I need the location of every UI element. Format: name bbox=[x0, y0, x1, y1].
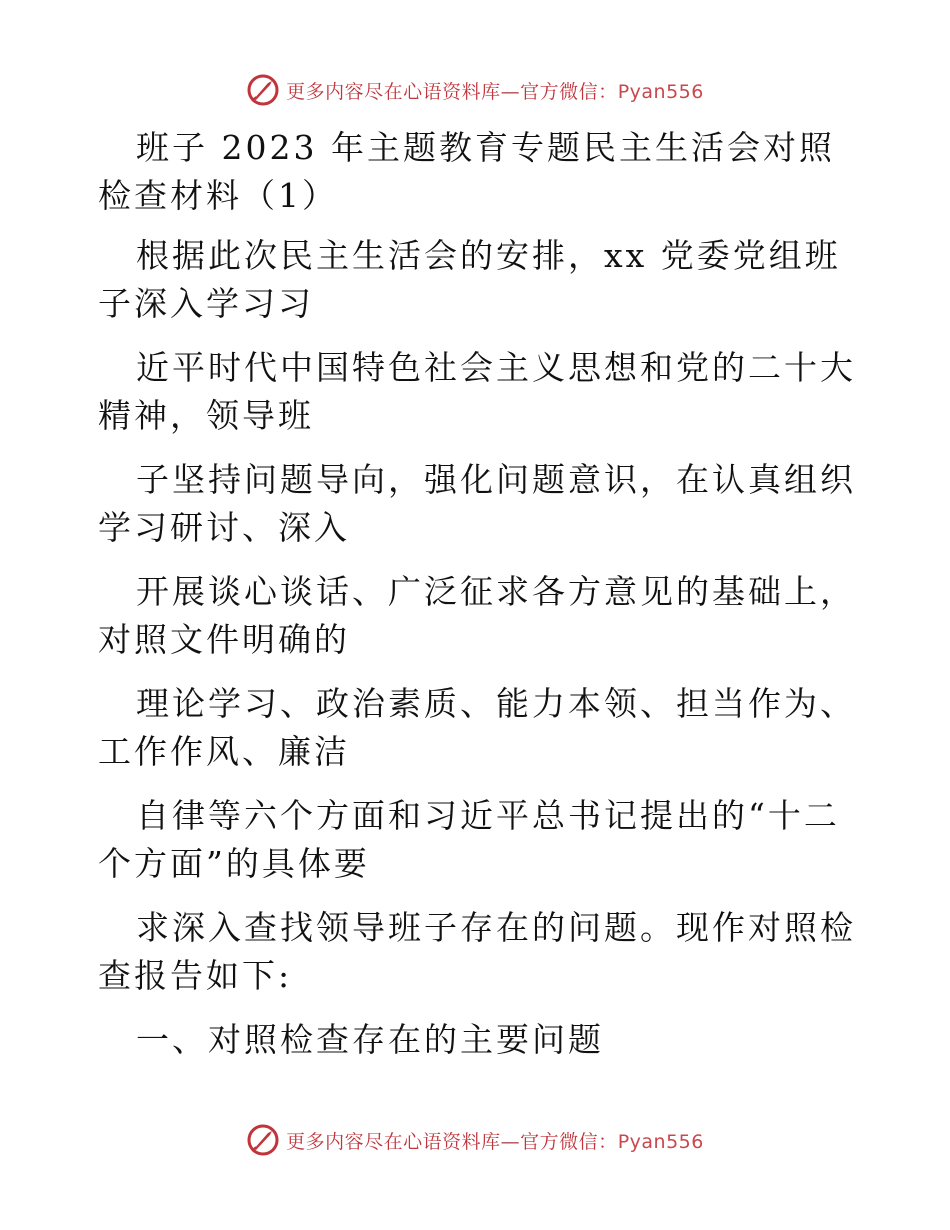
quill-pen-logo-icon bbox=[246, 1123, 280, 1157]
paragraph-2: 近平时代中国特色社会主义思想和党的二十大精神，领导班 bbox=[98, 348, 856, 435]
paragraph-7: 求深入查找领导班子存在的问题。现作对照检查报告如下: bbox=[98, 908, 856, 995]
paragraph-3: 子坚持问题导向，强化问题意识，在认真组织学习研讨、深入 bbox=[98, 460, 856, 547]
watermark-text-group bbox=[286, 1127, 704, 1154]
paragraph-1: 根据此次民主生活会的安排，xx 党委党组班子深入学习习 bbox=[98, 236, 841, 323]
document-title: 班子 2023 年主题教育专题民主生活会对照检查材料（1） bbox=[98, 128, 835, 215]
watermark-footer bbox=[0, 1120, 950, 1160]
watermark-account: Pyan556 bbox=[617, 80, 704, 103]
watermark-label: 官方微信： bbox=[520, 80, 618, 103]
paragraph-4: 开展谈心谈话、广泛征求各方意见的基础上，对照文件明确的 bbox=[98, 572, 856, 659]
watermark-text-group bbox=[286, 77, 704, 104]
watermark-dash: — bbox=[500, 80, 521, 103]
section-heading: 一、对照检查存在的主要问题 bbox=[136, 1020, 604, 1059]
quill-pen-logo-icon bbox=[246, 73, 280, 107]
watermark-brand: 更多内容尽在心语资料库 bbox=[286, 80, 501, 103]
watermark-brand: 更多内容尽在心语资料库 bbox=[286, 1130, 501, 1153]
paragraph-6: 自律等六个方面和习近平总书记提出的“十二个方面”的具体要 bbox=[98, 796, 840, 883]
paragraph-5: 理论学习、政治素质、能力本领、担当作为、工作作风、廉洁 bbox=[98, 684, 856, 771]
watermark-header bbox=[0, 70, 950, 110]
watermark-account: Pyan556 bbox=[617, 1130, 704, 1153]
watermark-dash: — bbox=[500, 1130, 521, 1153]
watermark-label: 官方微信： bbox=[520, 1130, 618, 1153]
document-body bbox=[98, 124, 858, 1080]
